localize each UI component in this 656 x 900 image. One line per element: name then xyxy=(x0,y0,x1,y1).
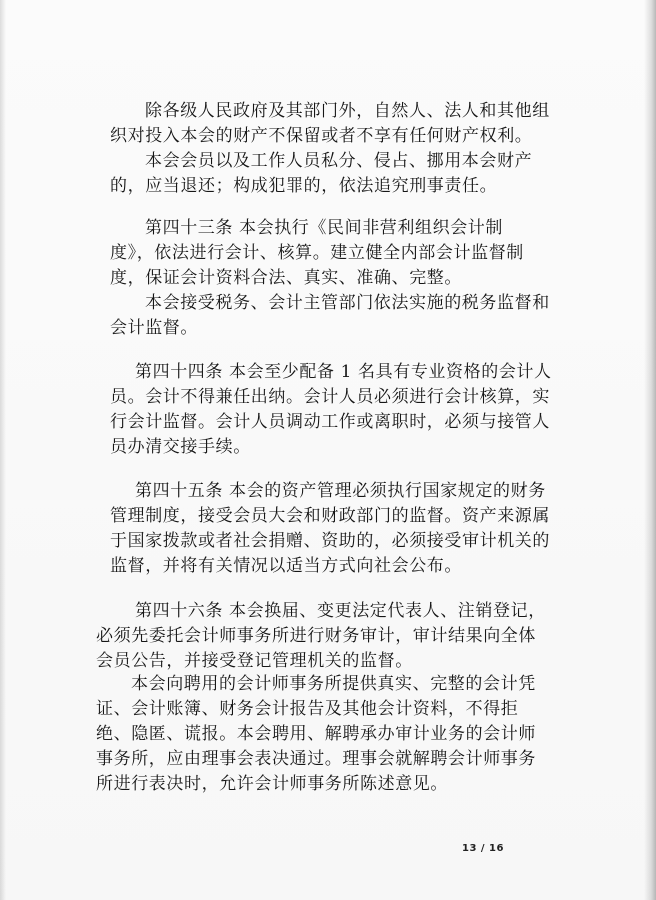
article-43-line-1: 第四十三条 本会执行《民间非营利组织会计制 xyxy=(145,218,504,238)
article-45-line-2: 管理制度，接受会员大会和财政部门的监督。资产来源属 xyxy=(110,506,550,526)
p4-line-2: 会计监督。 xyxy=(110,318,198,338)
scan-shadow-left xyxy=(0,0,6,900)
p4-line-1: 本会接受税务、会计主管部门依法实施的税务监督和 xyxy=(145,293,550,313)
article-43-line-2: 度》，依法进行会计、核算。建立健全内部会计监督制 xyxy=(110,243,524,263)
p2-line-2: 的，应当退还；构成犯罪的，依法追究刑事责任。 xyxy=(110,176,498,196)
article-45-line-4: 监督，并将有关情况以适当方式向社会公布。 xyxy=(110,556,462,576)
p8-line-3: 绝、隐匿、谎报。本会聘用、解聘承办审计业务的会计师 xyxy=(96,724,536,744)
p8-line-5: 所进行表决时，允许会计师事务所陈述意见。 xyxy=(96,774,448,794)
article-46-line-3: 会员公告，并接受登记管理机关的监督。 xyxy=(96,651,413,671)
scan-shadow-right xyxy=(644,0,656,900)
p1-line-2: 织对投入本会的财产不保留或者不享有任何财产权利。 xyxy=(110,126,533,146)
article-45-line-3: 于国家拨款或者社会捐赠、资助的，必须接受审计机关的 xyxy=(110,531,550,551)
p2-line-1: 本会会员以及工作人员私分、侵占、挪用本会财产 xyxy=(145,151,533,171)
article-46-line-2: 必须先委托会计师事务所进行财务审计，审计结果向全体 xyxy=(96,626,536,646)
page-number: 13 / 16 xyxy=(462,843,504,854)
p1-line-1: 除各级人民政府及其部门外，自然人、法人和其他组 xyxy=(145,101,550,121)
article-43-line-3: 度，保证会计资料合法、真实、准确、完整。 xyxy=(110,268,462,288)
article-44-line-2: 员。会计不得兼任出纳。会计人员必须进行会计核算，实 xyxy=(110,387,550,407)
article-46-line-1: 第四十六条 本会换届、变更法定代表人、注销登记， xyxy=(135,601,546,621)
article-44-line-1: 第四十四条 本会至少配备 1 名具有专业资格的会计人 xyxy=(135,362,552,382)
p8-line-1: 本会向聘用的会计师事务所提供真实、完整的会计凭 xyxy=(131,674,536,694)
p8-line-4: 事务所，应由理事会表决通过。理事会就解聘会计师事务 xyxy=(96,749,536,769)
article-44-line-3: 行会计监督。会计人员调动工作或离职时，必须与接管人 xyxy=(110,412,550,432)
article-44-line-4: 员办清交接手续。 xyxy=(110,437,251,457)
article-45-line-1: 第四十五条 本会的资产管理必须执行国家规定的财务 xyxy=(135,481,546,501)
p8-line-2: 证、会计账簿、财务会计报告及其他会计资料，不得拒 xyxy=(96,699,519,719)
